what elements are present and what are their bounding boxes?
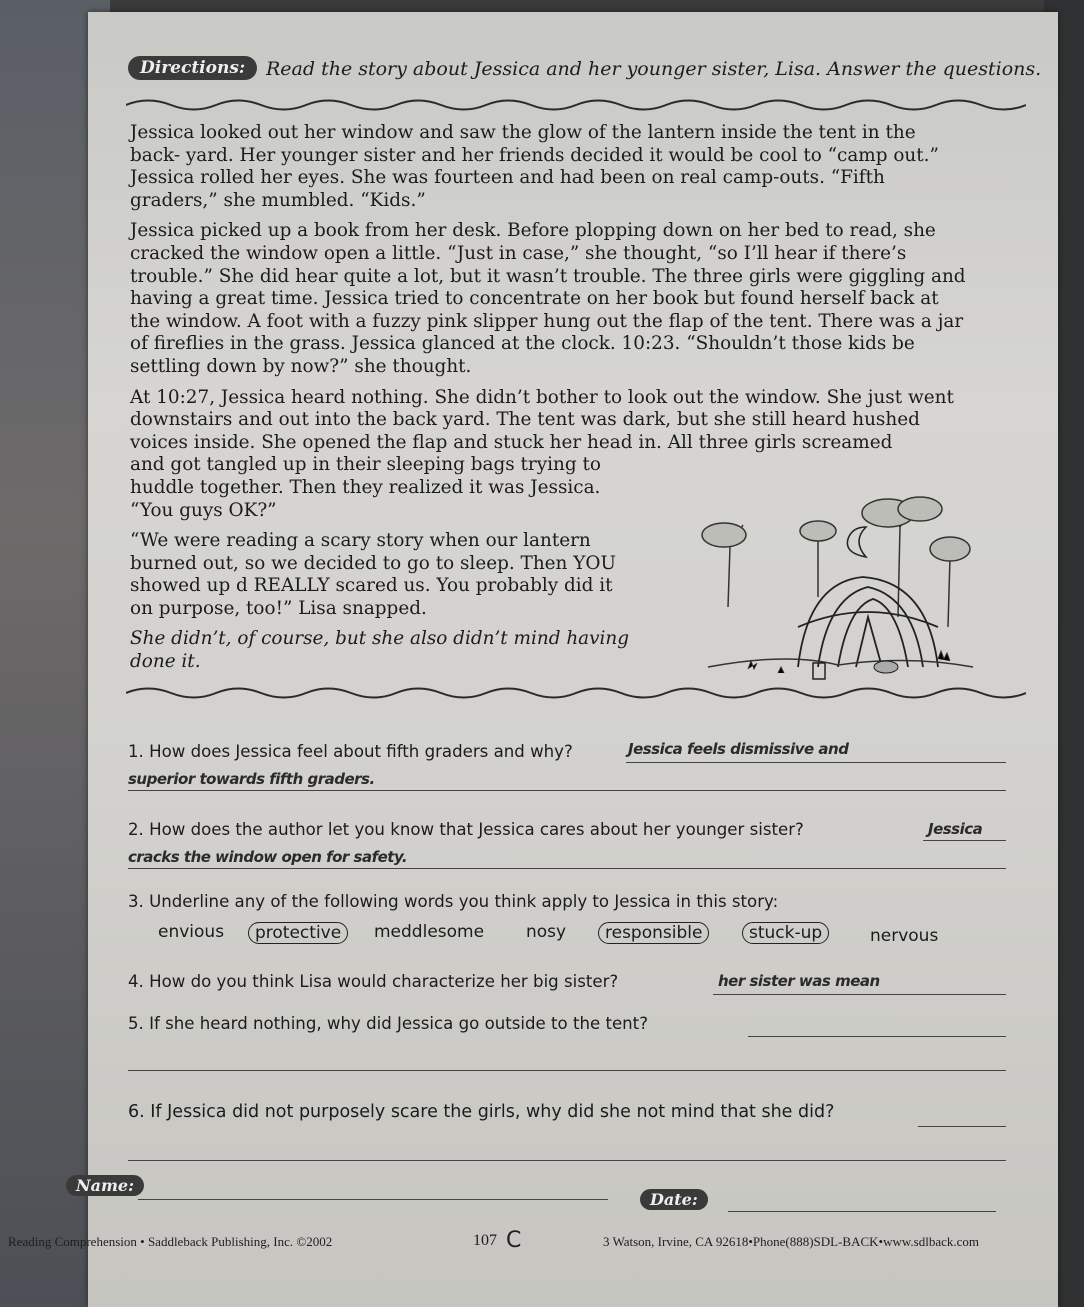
page-number: 107: [473, 1232, 497, 1249]
answer-2-rule-b: [128, 868, 1006, 869]
word-stuck-up[interactable]: stuck-up: [742, 922, 829, 944]
answer-2-line-a[interactable]: Jessica: [928, 820, 983, 838]
answer-5-rule-b: [128, 1070, 1006, 1071]
word-choices: [158, 922, 978, 956]
answer-1-line-a[interactable]: Jessica feels dismissive and: [628, 740, 849, 758]
question-2: 2. How does the author let you know that Jessica cares about her younger sister?: [128, 820, 804, 839]
name-date-row: [76, 1167, 1058, 1209]
word-protective[interactable]: protective: [248, 922, 348, 944]
word-nosy[interactable]: nosy: [526, 922, 567, 942]
publisher-address: 3 Watson, Irvine, CA 92618•Phone(888)SDL-BACK•www.sdlback.com: [603, 1234, 979, 1249]
answer-2-rule-a: [923, 840, 1006, 841]
publisher-credit: Reading Comprehension • Saddleback Publishing, Inc. ©2002: [8, 1234, 333, 1249]
answer-2-line-b[interactable]: cracks the window open for safety.: [128, 848, 408, 866]
date-field-line[interactable]: [728, 1211, 996, 1212]
directions-text: Read the story about Jessica and her younger sister, Lisa. Answer the questions.: [266, 58, 1042, 80]
story-paragraph-3b: and got tangled up in their sleeping bags trying to huddle together. Then they realized it was Jessica. “You guys OK?”: [130, 454, 601, 521]
name-field-line[interactable]: [138, 1199, 608, 1200]
answer-4-rule: [713, 994, 1006, 995]
answer-6-rule-b: [128, 1160, 1006, 1161]
answer-1-rule-a: [626, 762, 1006, 763]
wavy-divider-bottom: [126, 684, 1026, 702]
directions-badge: Directions:: [128, 56, 257, 80]
answer-1-rule-b: [128, 790, 1006, 791]
answer-4[interactable]: her sister was mean: [718, 972, 880, 990]
name-badge: Name:: [66, 1175, 144, 1196]
answer-5-rule-a: [748, 1036, 1006, 1037]
story-paragraph-1: Jessica looked out her window and saw the glow of the lantern inside the tent in the back- yard. Her younger sister and her friends decided it would be cool to “camp out.” Jessica rolled her eyes. She was fourteen and had been on real camp-outs. “Fifth graders,” she mumbled. “Kids.”: [130, 122, 939, 211]
wavy-divider-top: [126, 96, 1026, 114]
word-meddlesome[interactable]: meddlesome: [374, 922, 485, 942]
question-1: 1. How does Jessica feel about fifth graders and why?: [128, 742, 573, 761]
date-badge: Date:: [640, 1189, 708, 1210]
page-mark: C: [506, 1228, 522, 1253]
question-6: 6. If Jessica did not purposely scare the girls, why did she not mind that she did?: [128, 1102, 835, 1122]
answer-6-rule-a: [918, 1126, 1006, 1127]
story-paragraph-5: She didn’t, of course, but she also didn’t mind having done it.: [130, 628, 630, 673]
word-envious[interactable]: envious: [158, 922, 225, 942]
tent-illustration: [688, 487, 978, 687]
story-paragraph-4: “We were reading a scary story when our lantern burned out, so we decided to go to sleep. Then YOU showed up d REALLY scared us. You probably did it on purpose, too!” Lisa snapped.: [130, 530, 616, 619]
question-3: 3. Underline any of the following words you think apply to Jessica in this story:: [128, 892, 779, 911]
question-4: 4. How do you think Lisa would characterize her big sister?: [128, 972, 619, 991]
directions: [128, 56, 1042, 96]
answer-1-line-b[interactable]: superior towards fifth graders.: [128, 770, 375, 788]
word-nervous[interactable]: nervous: [870, 926, 939, 946]
story-paragraph-2: Jessica picked up a book from her desk. Before plopping down on her bed to read, she cracked the window open a little. “Just in case,” she thought, “so I’ll hear if there’s trouble.” She did hear quite a lot, but it wasn’t trouble. The three girls were giggling and having a great time. Jessica tried to concentrate on her book but found herself back at the window. A foot with a fuzzy pink slipper hung out the flap of the tent. There was a jar of fireflies in the grass. Jessica glanced at the clock. 10:23. “Shouldn’t those kids be settling down by now?” she thought.: [130, 220, 966, 377]
question-5: 5. If she heard nothing, why did Jessica go outside to the tent?: [128, 1014, 648, 1033]
story-paragraph-3a: At 10:27, Jessica heard nothing. She didn’t bother to look out the window. She just went downstairs and out into the back yard. The tent was dark, but she still heard hushed voices inside. She opened the flap and stuck her head in. All three girls screamed: [130, 386, 954, 453]
word-responsible[interactable]: responsible: [598, 922, 709, 944]
worksheet-page: [8, 12, 1058, 1307]
